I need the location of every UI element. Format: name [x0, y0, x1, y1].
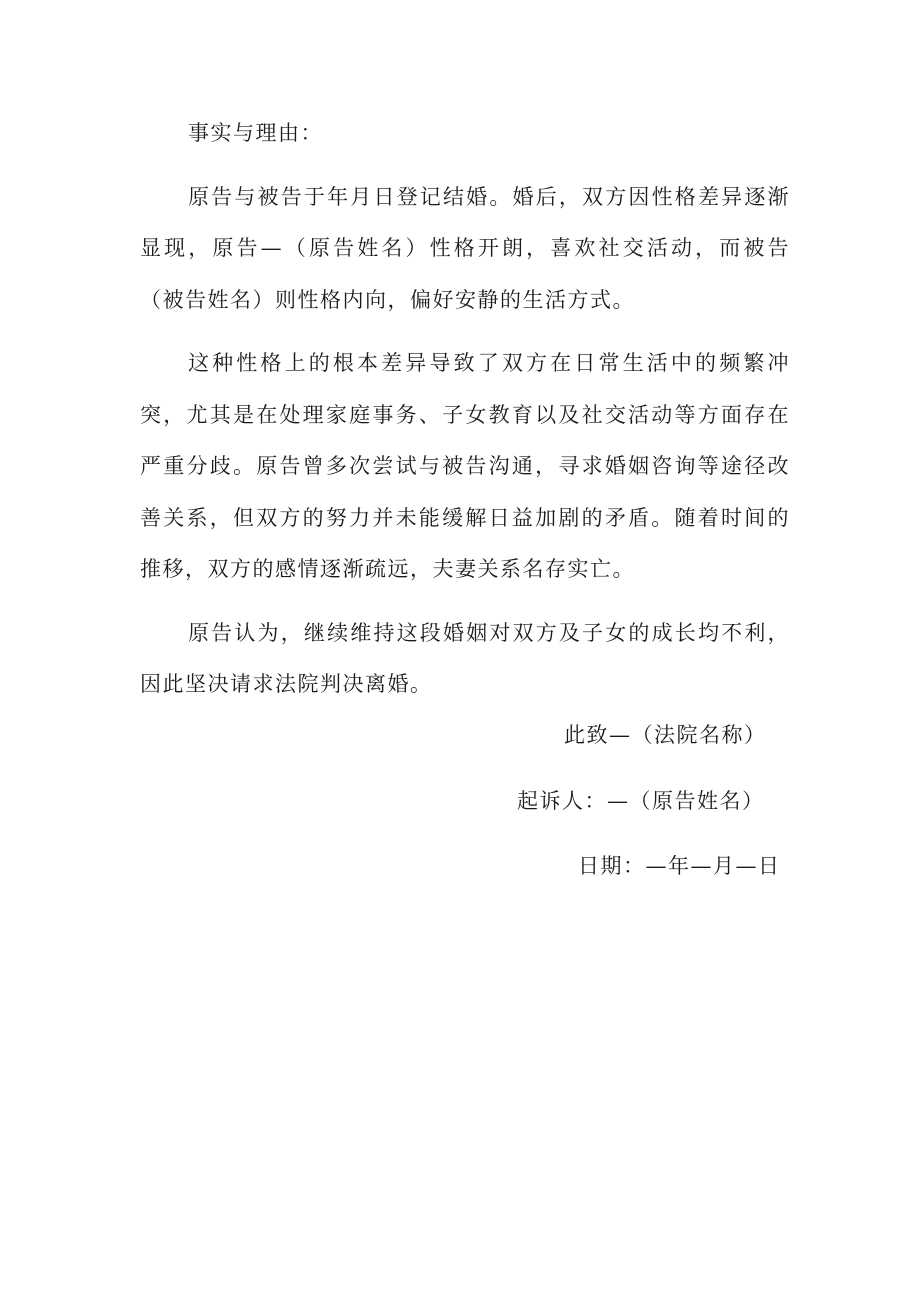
document-body [140, 108, 790, 711]
closing-court: 此致—（法院名称） [564, 723, 767, 747]
closing-plaintiff: 起诉人：—（原告姓名） [517, 789, 765, 813]
section-heading: 事实与理由： [188, 121, 323, 145]
closing-date: 日期：—年—月—日 [578, 854, 781, 878]
paragraph-conflict-details: 这种性格上的根本差异导致了双方在日常生活中的频繁冲突，尤其是在处理家庭事务、子女教育以及社交活动等方面存在严重分歧。原告曾多次尝试与被告沟通，寻求婚姻咨询等途径改善关系，但双方的努力并未能缓解日益加剧的矛盾。随着时间的推移，双方的感情逐渐疏远，夫妻关系名存实亡。 [140, 351, 790, 581]
paragraph-request: 原告认为，继续维持这段婚姻对双方及子女的成长均不利，因此坚决请求法院判决离婚。 [140, 620, 790, 696]
paragraph-marriage-background: 原告与被告于年月日登记结婚。婚后，双方因性格差异逐渐显现，原告—（原告姓名）性格开朗，喜欢社交活动，而被告（被告姓名）则性格内向，偏好安静的生活方式。 [140, 184, 790, 312]
